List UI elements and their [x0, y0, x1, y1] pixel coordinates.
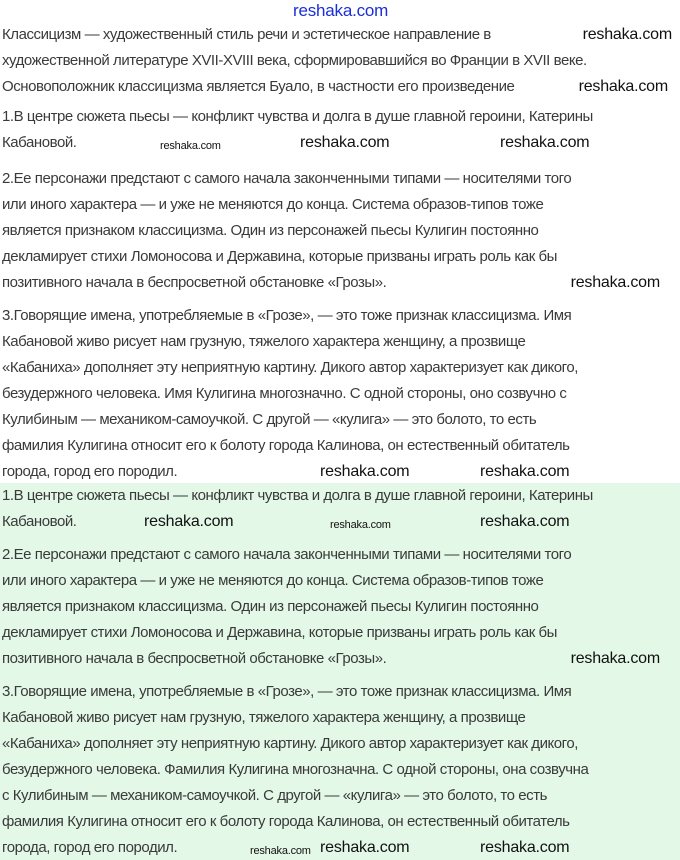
- watermark: reshaka.com: [500, 134, 590, 151]
- watermark: reshaka.com: [570, 650, 660, 667]
- block2-line: 3.Говорящие имена, употребляемые в «Грозе», — это тоже признак классицизма. Имя: [2, 683, 572, 700]
- watermark: reshaka.com: [480, 513, 570, 530]
- block1-line: является признаком классицизма. Один из персонажей пьесы Кулигин постоянно: [2, 222, 539, 239]
- watermark: reshaka.com: [320, 463, 410, 480]
- block1-line: Кулибиным — механиком-самоучкой. С другой — «кулига» — это болото, то есть: [2, 411, 537, 428]
- block1-line: 1.В центре сюжета пьесы — конфликт чувства и долга в душе главной героини, Катерины: [2, 108, 593, 125]
- watermark: reshaka.com: [330, 519, 391, 531]
- watermark: reshaka.com: [320, 839, 410, 856]
- watermark: reshaka.com: [144, 513, 234, 530]
- block1-line: 3.Говорящие имена, употребляемые в «Грозе», — это тоже признак классицизма. Имя: [2, 307, 572, 324]
- block2-line: является признаком классицизма. Один из персонажей пьесы Кулигин постоянно: [2, 598, 539, 615]
- block2-line: безудержного человека. Фамилия Кулигина многозначна. С одной стороны, она созвучна: [2, 761, 589, 778]
- block2-line: «Кабаниха» дополняет эту неприятную картину. Дикого автор характеризует как дикого,: [2, 735, 578, 752]
- watermark: reshaka.com: [250, 845, 311, 857]
- block2-line: декламирует стихи Ломоносова и Державина, которые призваны играть роль как бы: [2, 624, 558, 641]
- block2-line: фамилия Кулигина относит его к болоту города Калинова, он естественный обитатель: [2, 813, 570, 830]
- block1-line: безудержного человека. Имя Кулигина многозначно. С одной стороны, оно созвучно с: [2, 385, 567, 402]
- intro-line: Классицизм — художественный стиль речи и эстетическое направление в: [2, 26, 491, 43]
- watermark: reshaka.com: [578, 78, 668, 95]
- block2-line: города, город его породил.: [2, 839, 178, 856]
- intro-line: художественной литературе XVII-XVIII века, сформировавшийся во Франции в XVII веке.: [2, 52, 587, 69]
- block1-line: позитивного начала в беспросветной обстановке «Грозы».: [2, 274, 387, 291]
- watermark: reshaka.com: [300, 134, 390, 151]
- block2-line: 1.В центре сюжета пьесы — конфликт чувства и долга в душе главной героини, Катерины: [2, 487, 593, 504]
- watermark: reshaka.com: [160, 140, 221, 152]
- block2-line: с Кулибиным — механиком-самоучкой. С другой — «кулига» — это болото, то есть: [2, 787, 548, 804]
- watermark: reshaka.com: [293, 1, 389, 20]
- block2-line: Кабановой живо рисует нам грузную, тяжелого характера женщину, а прозвище: [2, 709, 526, 726]
- block1-line: декламирует стихи Ломоносова и Державина, которые призваны играть роль как бы: [2, 248, 558, 265]
- block2-line: или иного характера — и уже не меняются до конца. Система образов-типов тоже: [2, 572, 544, 589]
- intro-line: Основоположник классицизма является Буало, в частности его произведение: [2, 78, 515, 95]
- block1-line: города, город его породил.: [2, 463, 178, 480]
- watermark: reshaka.com: [480, 463, 570, 480]
- watermark: reshaka.com: [582, 26, 672, 43]
- block1-line: 2.Ее персонажи предстают с самого начала законченными типами — носителями того: [2, 170, 572, 187]
- block2-line: позитивного начала в беспросветной обстановке «Грозы».: [2, 650, 387, 667]
- block1-line: фамилия Кулигина относит его к болоту города Калинова, он естественный обитатель: [2, 437, 570, 454]
- watermark: reshaka.com: [480, 839, 570, 856]
- block1-line: или иного характера — и уже не меняются до конца. Система образов-типов тоже: [2, 196, 544, 213]
- block2-line: 2.Ее персонажи предстают с самого начала законченными типами — носителями того: [2, 546, 572, 563]
- block2-line: Кабановой.: [2, 513, 77, 530]
- block1-line: Кабановой живо рисует нам грузную, тяжелого характера женщину, а прозвище: [2, 333, 526, 350]
- watermark: reshaka.com: [570, 274, 660, 291]
- block1-line: Кабановой.: [2, 134, 77, 151]
- block1-line: «Кабаниха» дополняет эту неприятную картину. Дикого автор характеризует как дикого,: [2, 359, 578, 376]
